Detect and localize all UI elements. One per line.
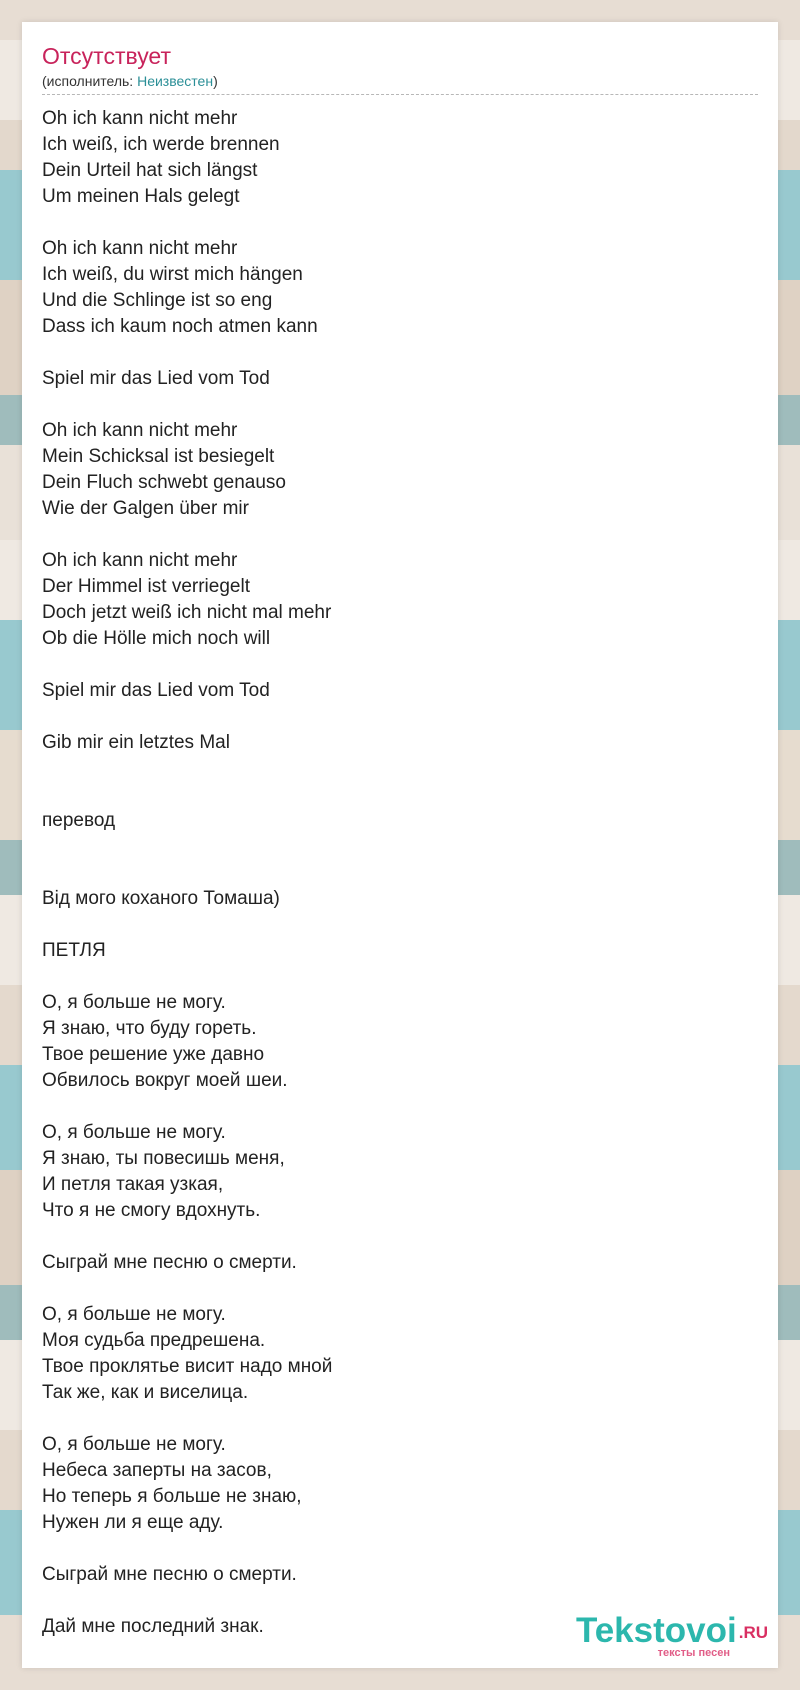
artist-suffix: ): [213, 73, 218, 89]
lyrics-card: [22, 22, 778, 1668]
logo-tagline: тексты песен: [657, 1647, 730, 1659]
song-title: Отсутствует: [42, 43, 171, 69]
artist-link[interactable]: Неизвестен: [137, 73, 214, 89]
logo-wordmark: [575, 1611, 768, 1650]
lyrics-text: Oh ich kann nicht mehr Ich weiß, ich werde brennen Dein Urteil hat sich längst Um meinen Hals gelegt Oh ich kann nicht mehr Ich weiß, du wirst mich hängen Und die Schlinge ist so eng Dass ich kaum noch atmen kann Spiel mir das Lied vom Tod Oh ich kann nicht mehr Mein Schicksal ist besiegelt Dein Fluch schwebt genauso Wie der Galgen über mir Oh ich kann nicht mehr Der Himmel ist verriegelt Doch jetzt weiß ich nicht mal mehr Ob die Hölle mich noch will Spiel mir das Lied vom Tod Gib mir ein letztes Mal перевод Від мого коханого Томаша) ПЕТЛЯ О, я больше не могу. Я знаю, что буду гореть. Твое решение уже давно Обвилось вокруг моей шеи. О, я больше не могу. Я знаю, ты повесишь меня, И петля такая узкая, Что я не смогу вдохнуть. Сыграй мне песню о смерти. О, я больше не могу. Моя судьба предрешена. Твое проклятье висит надо мной Так же, как и виселица. О, я больше не могу. Небеса заперты на засов, Но теперь я больше не знаю, Нужен ли я еще аду. Сыграй мне песню о смерти. Дай мне последний знак.: [42, 108, 333, 1637]
artist-prefix: (исполнитель:: [42, 73, 138, 89]
lyrics-content: [42, 42, 758, 1640]
logo-tld: .RU: [738, 1623, 768, 1642]
logo-main-text: Tekstovoi: [575, 1611, 737, 1650]
site-logo[interactable]: [558, 1611, 768, 1660]
artist-line: [42, 72, 758, 95]
